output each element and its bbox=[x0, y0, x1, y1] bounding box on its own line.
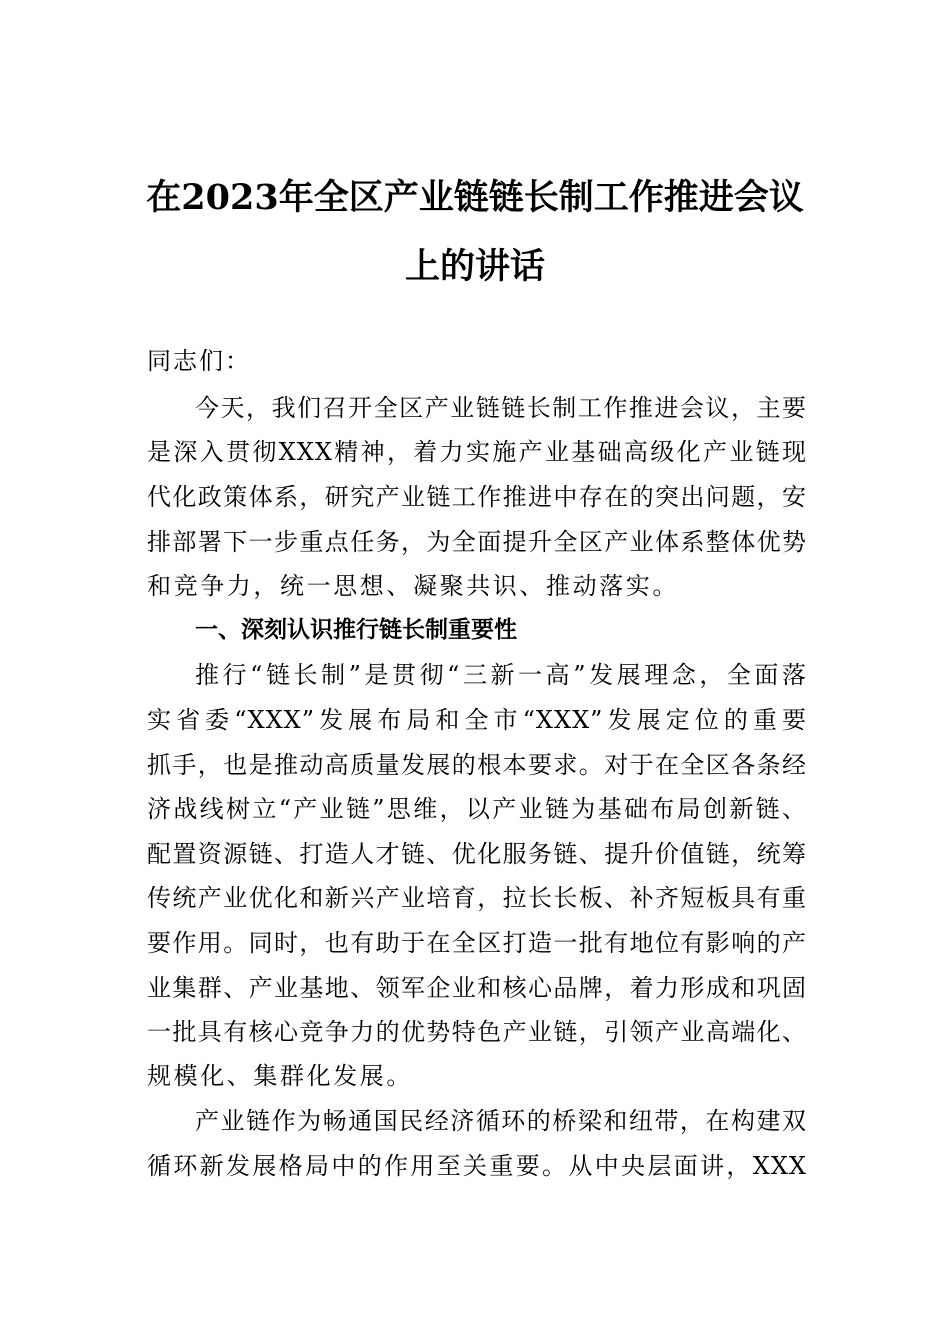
salutation: 同志们： bbox=[147, 347, 251, 375]
section-heading: 一、深刻认识推行链长制重要性 bbox=[195, 617, 517, 643]
paragraph-1-line: 代化政策体系，研究产业链工作推进中存在的突出问题，安 bbox=[147, 483, 807, 511]
paragraph-2-line: 规模化、集群化发展。 bbox=[147, 1062, 413, 1090]
paragraph-2-line: 抓手，也是推动高质量发展的根本要求。对于在全区各条经 bbox=[147, 751, 807, 779]
paragraph-2-line: 配置资源链、打造人才链、优化服务链、提升价值链，统筹 bbox=[147, 840, 807, 868]
paragraph-1-line: 今天，我们召开全区产业链链长制工作推进会议，主要 bbox=[195, 394, 807, 422]
paragraph-1-line: 排部署下一步重点任务，为全面提升全区产业体系整体优势 bbox=[147, 528, 807, 556]
paragraph-2-line: 实省委“XXX”发展布局和全市“XXX”发展定位的重要 bbox=[147, 706, 807, 734]
paragraph-2-line: 一批具有核心竞争力的优势特色产业链，引领产业高端化、 bbox=[147, 1018, 807, 1046]
paragraph-3-line: 循环新发展格局中的作用至关重要。从中央层面讲，XXX bbox=[147, 1152, 807, 1180]
paragraph-2-line: 业集群、产业基地、领军企业和核心品牌，着力形成和巩固 bbox=[147, 974, 807, 1002]
paragraph-3-line: 产业链作为畅通国民经济循环的桥梁和纽带，在构建双 bbox=[195, 1107, 807, 1135]
paragraph-1-line: 是深入贯彻XXX精神，着力实施产业基础高级化产业链现 bbox=[147, 438, 807, 466]
document-title-line-1: 在2023年全区产业链链长制工作推进会议 bbox=[146, 177, 804, 218]
paragraph-2-line: 推行“链长制”是贯彻“三新一高”发展理念，全面落 bbox=[195, 661, 807, 689]
document-title-line-2: 上的讲话 bbox=[404, 246, 545, 287]
paragraph-2-line: 要作用。同时，也有助于在全区打造一批有地位有影响的产 bbox=[147, 929, 807, 957]
paragraph-1-line: 和竞争力，统一思想、凝聚共识、推动落实。 bbox=[147, 572, 679, 600]
paragraph-2-line: 济战线树立“产业链”思维，以产业链为基础布局创新链、 bbox=[147, 795, 807, 823]
paragraph-2-line: 传统产业优化和新兴产业培育，拉长长板、补齐短板具有重 bbox=[147, 884, 807, 912]
